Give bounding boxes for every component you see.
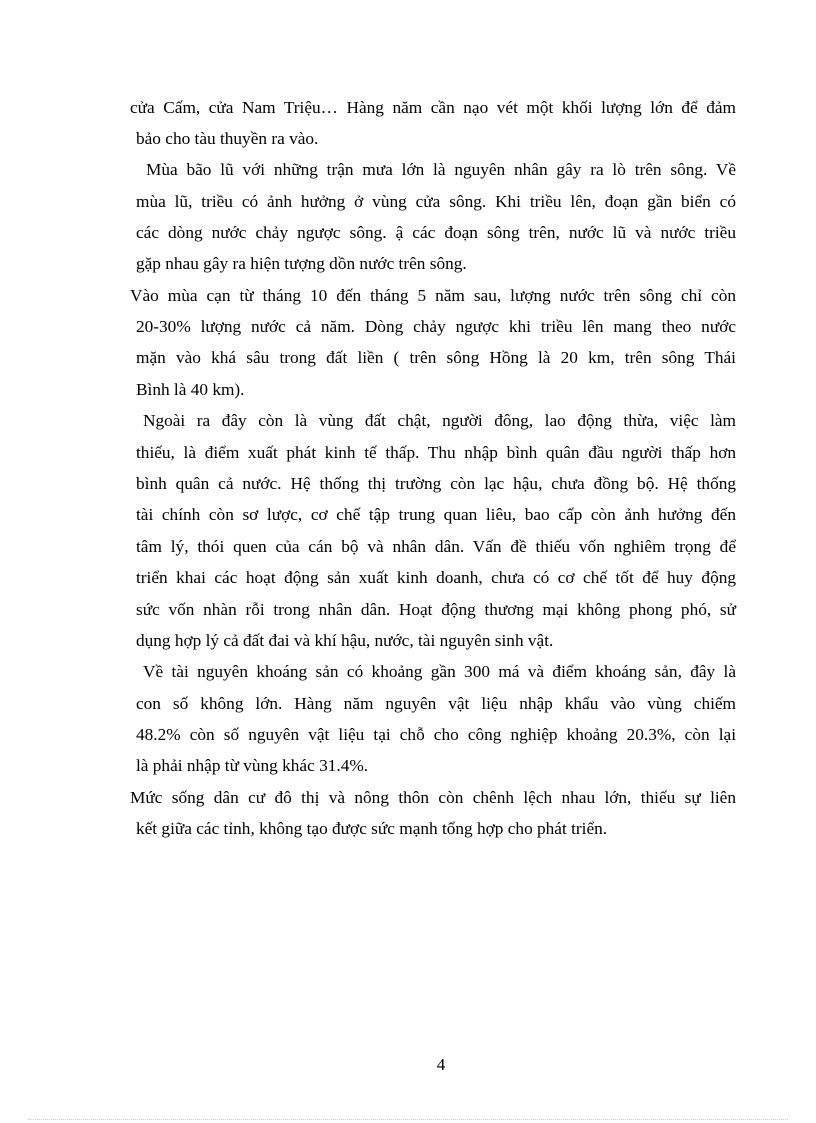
text-line: là phải nhập từ vùng khác 31.4%. <box>136 756 369 775</box>
text-line: 20-30% lượng nước cả năm. Dòng chảy ngược khi triều lên mang theo nước <box>136 317 736 336</box>
text-line: triển khai các hoạt động sản xuất kinh doanh, chưa có cơ chế tốt để huy động <box>136 568 736 587</box>
text-line: kết giữa các tỉnh, không tạo được sức mạnh tổng hợp cho phát triển. <box>136 819 608 838</box>
text-line: tài chính còn sơ lược, cơ chế tập trung quan liêu, bao cấp còn ảnh hưởng đến <box>136 505 736 524</box>
text-line: gặp nhau gây ra hiện tượng dồn nước trên sông. <box>136 254 467 273</box>
text-line: cửa Cấm, cửa Nam Triệu… Hàng năm cần nạo vét một khối lượng lớn để đảm <box>130 98 736 117</box>
text-line: Vào mùa cạn từ tháng 10 đến tháng 5 năm sau, lượng nước trên sông chỉ còn <box>130 286 736 305</box>
text-line: dụng hợp lý cả đất đai và khí hậu, nước, tài nguyên sinh vật. <box>136 631 554 650</box>
text-line: con số không lớn. Hàng năm nguyên vật liệu nhập khẩu vào vùng chiếm <box>136 694 736 713</box>
text-line: mùa lũ, triều có ảnh hưởng ở vùng cửa sông. Khi triều lên, đoạn gần biển có <box>136 192 736 211</box>
text-line: bảo cho tàu thuyền ra vào. <box>136 129 319 148</box>
text-line: Mức sống dân cư đô thị và nông thôn còn chênh lệch nhau lớn, thiếu sự liên <box>130 788 736 807</box>
text-line: các dòng nước chảy ngược sông. ậ các đoạn sông trên, nước lũ và nước triều <box>136 223 736 242</box>
text-line: bình quân cả nước. Hệ thống thị trường còn lạc hậu, chưa đồng bộ. Hệ thống <box>136 474 736 493</box>
text-line: thiếu, là điểm xuất phát kinh tế thấp. Thu nhập bình quân đầu người thấp hơn <box>136 443 736 462</box>
text-line: sức vốn nhàn rỗi trong nhân dân. Hoạt động thương mại không phong phó, sử <box>136 600 736 619</box>
text-line: tâm lý, thói quen của cán bộ và nhân dân. Vấn đề thiếu vốn nghiêm trọng để <box>136 537 736 556</box>
text-line: mặn vào khá sâu trong đất liền ( trên sông Hồng là 20 km, trên sông Thái <box>136 348 736 367</box>
text-line: Mùa bão lũ với những trận mưa lớn là nguyên nhân gây ra lò trên sông. Về <box>146 160 736 179</box>
text-line: Bình là 40 km). <box>136 380 245 399</box>
text-line: 48.2% còn số nguyên vật liệu tại chỗ cho công nghiệp khoảng 20.3%, còn lại <box>136 725 736 744</box>
text-line: Về tài nguyên khoáng sản có khoảng gần 300 má và điểm khoáng sản, đây là <box>143 662 736 681</box>
text-line: Ngoài ra đây còn là vùng đất chật, người đông, lao động thừa, việc làm <box>143 411 736 430</box>
page-number: 4 <box>436 1055 446 1074</box>
bottom-divider <box>28 1119 788 1120</box>
